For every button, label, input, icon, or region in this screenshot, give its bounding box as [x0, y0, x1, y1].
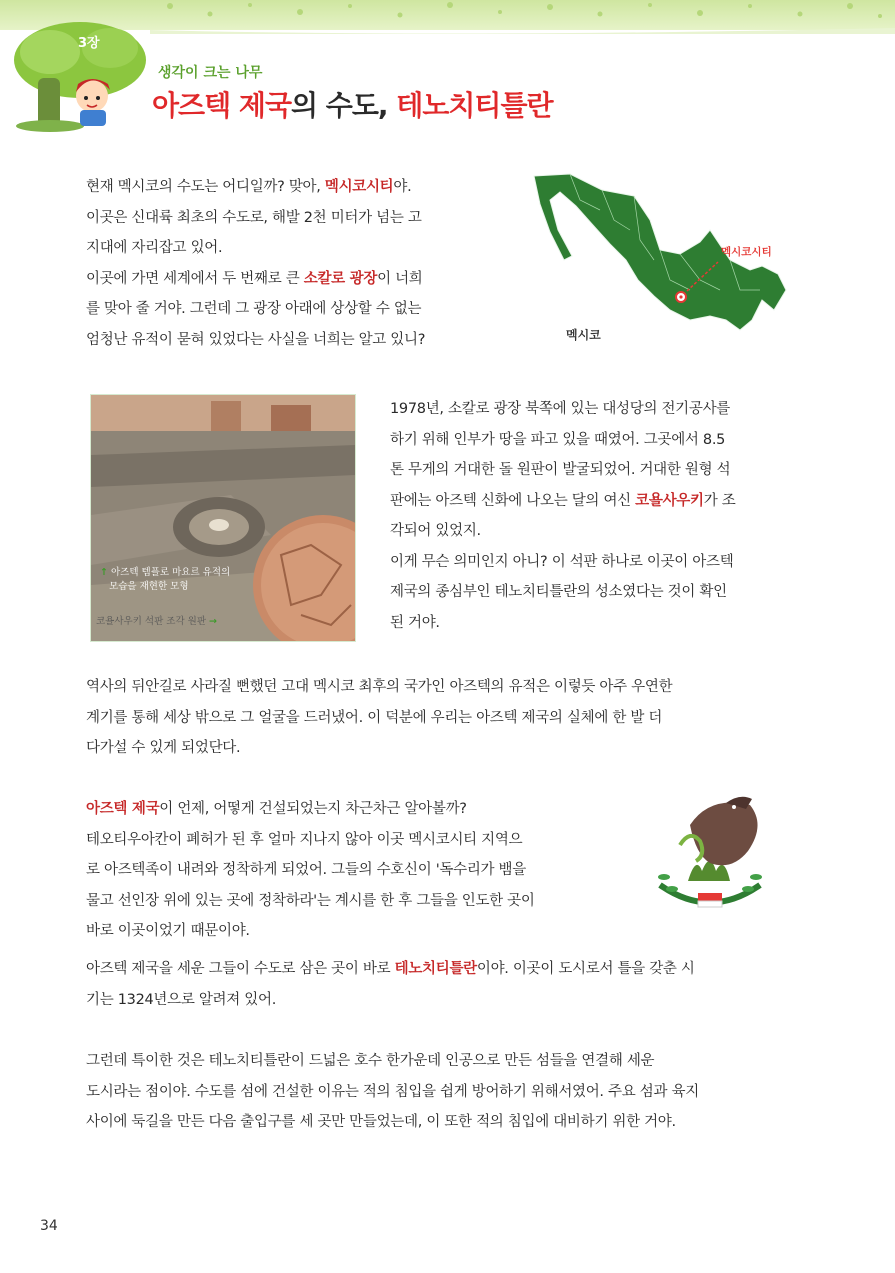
text-line: 기는 1324년으로 알려져 있어.	[86, 991, 277, 1008]
caption-line: 코욜사우키 석판 조각 원판	[96, 616, 207, 627]
text-line: 이게 무슨 의미인지 아니? 이 석판 하나로 이곳이 아즈텍	[390, 553, 734, 570]
page-title	[152, 84, 553, 124]
text-line: 그런데 특이한 것은 테노치티틀란이 드넓은 호수 한가운데 인공으로 만든 섬들을 연결해 세운	[86, 1053, 655, 1069]
photo-caption-stone	[96, 613, 217, 627]
text-line: 이곳에 가면 세계에서 두 번째로 큰	[86, 270, 304, 287]
text-line: 도시라는 점이야. 수도를 섬에 건설한 이유는 적의 침입을 쉽게 방어하기 위해서였어. 주요 섬과 육지	[86, 1083, 699, 1100]
discovery-paragraph	[390, 394, 800, 638]
text-line: 바로 이곳이었기 때문이야.	[86, 923, 250, 939]
title-part-aztec: 아즈텍 제국	[152, 89, 291, 122]
capital-paragraph	[86, 954, 816, 1015]
history-paragraph	[86, 672, 806, 764]
title-part-tenochtitlan: 테노치티틀란	[396, 89, 553, 122]
text-line: 된 거야.	[390, 614, 440, 631]
page-number: 34	[40, 1218, 58, 1234]
text-line: 하기 위해 인부가 땅을 파고 있을 때였어. 그곳에서 8.5	[390, 431, 726, 448]
text-line: 야.	[393, 179, 412, 195]
text-line: 테오티우아칸이 폐허가 된 후 얼마 지나지 않아 이곳 멕시코시티 지역으	[86, 831, 523, 848]
arrow-right-icon: →	[209, 616, 218, 627]
text-line: 아즈텍 제국을 세운 그들이 수도로 삼은 곳이 바로	[86, 961, 395, 977]
text-line: 톤 무게의 거대한 돌 원판이 발굴되었어. 거대한 원형 석	[390, 462, 731, 478]
templo-mayor-photo	[90, 394, 356, 642]
aztec-founding-paragraph	[86, 794, 646, 947]
text-line: 1978년, 소칼로 광장 북쪽에 있는 대성당의 전기공사를	[390, 401, 731, 417]
text-line: 각되어 있었지.	[390, 523, 481, 539]
ruins-illustration	[91, 395, 355, 641]
text-line: 물고 선인장 위에 있는 곳에 정착하라'는 계시를 한 후 그들을 인도한 곳이	[86, 892, 535, 909]
mexican-coat-of-arms	[640, 785, 780, 920]
text-line: 를 맞아 줄 거야. 그런데 그 광장 아래에 상상할 수 없는	[86, 301, 422, 317]
island-city-paragraph	[86, 1046, 816, 1138]
map-label-mexico: 멕시코	[566, 328, 601, 342]
text-line: 사이에 둑길을 만든 다음 출입구를 세 곳만 만들었는데, 이 또한 적의 침입에 대비하기 위한 거야.	[86, 1114, 676, 1130]
text-line: 지대에 자리잡고 있어.	[86, 240, 223, 256]
highlight-aztec-empire: 아즈텍 제국	[86, 801, 160, 817]
arrow-up-icon: ↑	[100, 567, 108, 578]
mexico-map	[530, 170, 790, 350]
text-line: 가 조	[703, 492, 736, 509]
photo-caption-model	[100, 566, 230, 594]
chapter-badge: 3장	[78, 36, 100, 51]
caption-line: 아즈텍 템플로 마요르 유적의	[111, 567, 231, 578]
text-line: 로 아즈텍족이 내려와 정착하게 되었어. 그들의 수호신이 '독수리가 뱀을	[86, 862, 526, 878]
text-line: 판에는 아즈텍 신화에 나오는 달의 여신	[390, 492, 636, 509]
section-subtitle: 생각이 크는 나무	[158, 65, 263, 81]
text-line: 계기를 통해 세상 밖으로 그 얼굴을 드러냈어. 이 덕분에 우리는 아즈텍 제국의 실체에 한 발 더	[86, 709, 663, 726]
text-line: 이곳은 신대륙 최초의 수도로, 해발 2천 미터가 넘는 고	[86, 209, 422, 226]
map-label-mexico-city: 멕시코시티	[721, 246, 772, 258]
text-line: 이 언제, 어떻게 건설되었는지 차근차근 알아볼까?	[159, 801, 467, 817]
text-line: 이야. 이곳이 도시로서 틀을 갖춘 시	[476, 961, 695, 977]
text-line: 이 너희	[377, 270, 423, 287]
text-line: 엄청난 유적이 묻혀 있었다는 사실을 너희는 알고 있니?	[86, 331, 426, 348]
highlight-coyolxauhqui: 코욜사우키	[635, 492, 704, 509]
caption-line: 모습을 재현한 모형	[109, 581, 189, 592]
text-line: 다가설 수 있게 되었단다.	[86, 740, 241, 756]
text-line: 현재 멕시코의 수도는 어디일까? 맞아,	[86, 179, 325, 195]
highlight-mexico-city: 멕시코시티	[324, 179, 394, 195]
text-line: 제국의 종심부인 테노치티틀란의 성소였다는 것이 확인	[390, 584, 727, 600]
intro-paragraph	[86, 172, 506, 355]
text-line: 역사의 뒤안길로 사라질 뻔했던 고대 멕시코 최후의 국가인 아즈텍의 유적은 이렇듯 아주 우연한	[86, 679, 673, 695]
highlight-zocalo: 소칼로 광장	[303, 270, 378, 287]
highlight-tenochtitlan: 테노치티틀란	[394, 961, 477, 977]
header-band	[0, 0, 895, 140]
title-part-middle: 의 수도,	[291, 89, 397, 122]
